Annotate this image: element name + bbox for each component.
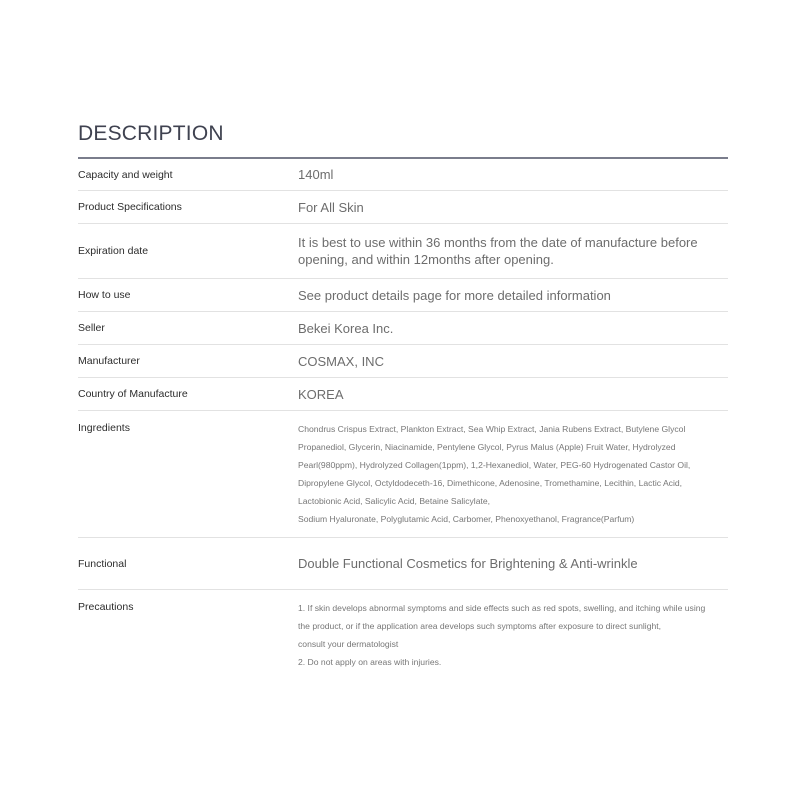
functional-value: Double Functional Cosmetics for Brightening & Anti-wrinkle — [298, 556, 638, 571]
precautions-line: consult your dermatologist — [298, 639, 399, 649]
row-manufacturer — [78, 345, 728, 378]
spec-value: For All Skin — [298, 199, 364, 215]
row-how-to-use — [78, 279, 728, 312]
row-seller — [78, 312, 728, 345]
row-capacity — [78, 159, 728, 191]
ingredients-line: Chondrus Crispus Extract, Plankton Extract, Sea Whip Extract, Jania Rubens Extract, Butylene Glycol — [298, 424, 686, 434]
row-expiration-date — [78, 224, 728, 279]
ingredients-label: Ingredients — [78, 422, 130, 434]
capacity-value: 140ml — [298, 167, 334, 182]
country-label: Country of Manufacture — [78, 388, 188, 400]
how-to-use-value: See product details page for more detailed information — [298, 287, 611, 303]
ingredients-line: Pearl(980ppm), Hydrolyzed Collagen(1ppm), 1,2-Hexanediol, Water, PEG-60 Hydrogenated Castor Oil, — [298, 460, 691, 470]
manufacturer-label: Manufacturer — [78, 355, 140, 367]
precautions-value — [298, 599, 728, 671]
functional-label: Functional — [78, 557, 127, 570]
row-product-specifications — [78, 191, 728, 224]
expiration-value — [298, 234, 728, 268]
row-ingredients — [78, 411, 728, 538]
expiration-line: It is best to use within 36 months from the date of manufacture before — [298, 235, 698, 250]
row-precautions — [78, 590, 728, 680]
seller-label: Seller — [78, 322, 105, 334]
ingredients-value — [298, 420, 728, 528]
description-section — [78, 122, 728, 680]
spec-label: Product Specifications — [78, 201, 182, 213]
capacity-label: Capacity and weight — [78, 168, 173, 181]
ingredients-line: Dipropylene Glycol, Octyldodeceth-16, Dimethicone, Adenosine, Tromethamine, Lecithin, Lactic Acid, — [298, 478, 683, 488]
section-title: DESCRIPTION — [78, 122, 224, 145]
ingredients-line: Sodium Hyaluronate, Polyglutamic Acid, Carbomer, Phenoxyethanol, Fragrance(Parfum) — [298, 514, 635, 524]
row-functional — [78, 538, 728, 590]
precautions-line: the product, or if the application area develops such symptoms after exposure to direct sunlight, — [298, 621, 662, 631]
ingredients-line: Propanediol, Glycerin, Niacinamide, Pentylene Glycol, Pyrus Malus (Apple) Fruit Water, Hydrolyzed — [298, 442, 676, 452]
manufacturer-value: COSMAX, INC — [298, 353, 384, 369]
seller-value: Bekei Korea Inc. — [298, 320, 394, 336]
precautions-line: 1. If skin develops abnormal symptoms and side effects such as red spots, swelling, and itching while using — [298, 603, 706, 613]
ingredients-line: Lactobionic Acid, Salicylic Acid, Betaine Salicylate, — [298, 496, 491, 506]
how-to-use-label: How to use — [78, 289, 131, 301]
expiration-line: opening, and within 12months after opening. — [298, 252, 554, 267]
country-value: KOREA — [298, 386, 344, 402]
precautions-line: 2. Do not apply on areas with injuries. — [298, 657, 442, 667]
precautions-label: Precautions — [78, 601, 134, 613]
row-country-of-manufacture — [78, 378, 728, 411]
expiration-label: Expiration date — [78, 245, 149, 257]
